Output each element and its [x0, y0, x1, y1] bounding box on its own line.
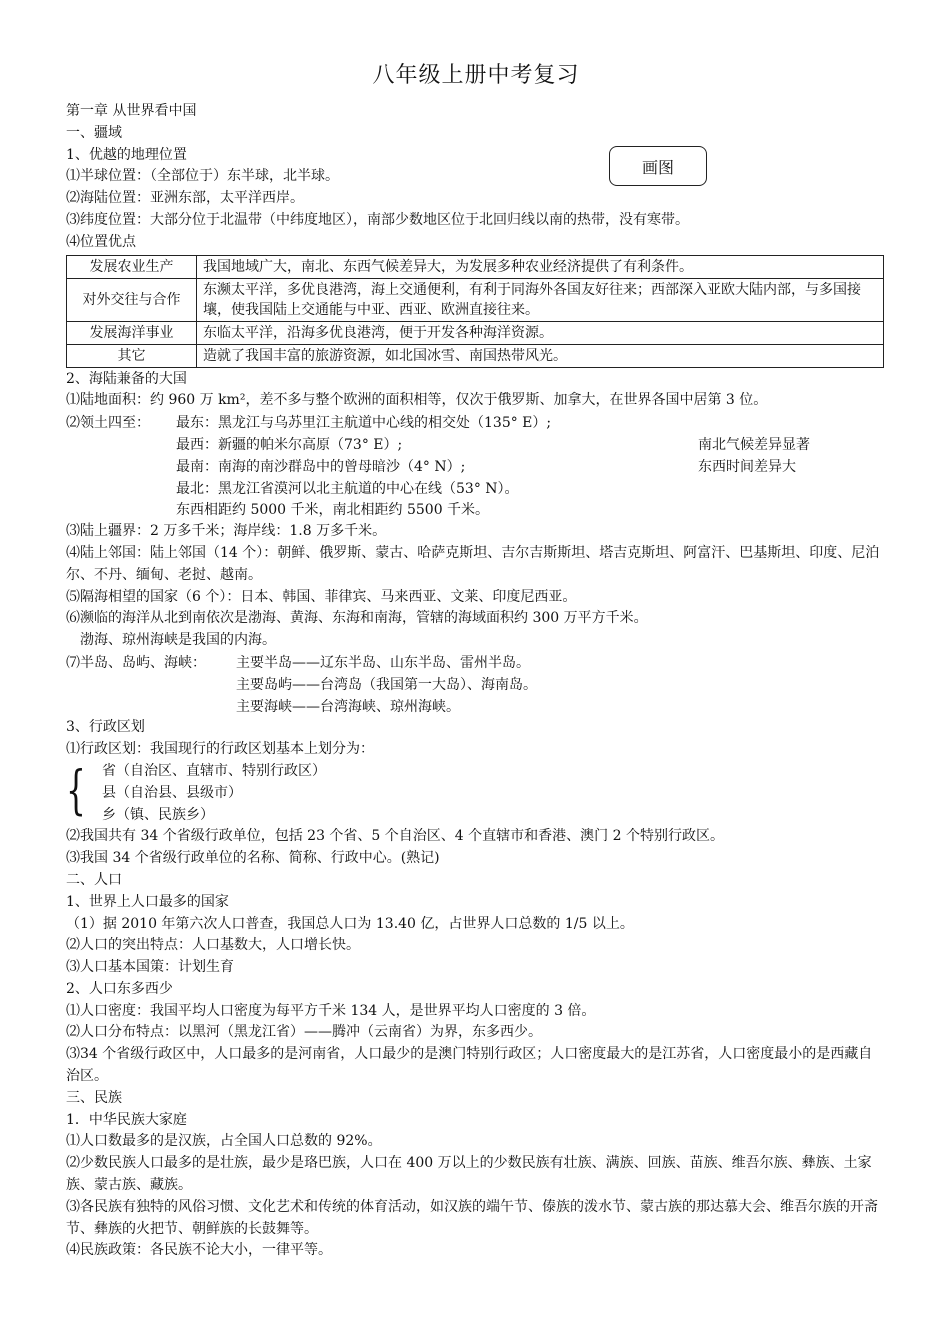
table-row [67, 321, 884, 344]
text-line: ⑴人口密度：我国平均人口密度为每平方千米 134 人，是世界平均人口密度的 3 倍。 [66, 1002, 596, 1019]
strait-main: 主要海峡——台湾海峡、琼州海峡。 [236, 698, 460, 715]
peninsula-row [66, 652, 886, 674]
subsection-heading: 3、行政区划 [66, 719, 145, 736]
extreme-distance: 东西相距约 5000 千米，南北相距约 5500 千米。 [176, 502, 490, 519]
table-cell-key: 发展海洋事业 [67, 321, 197, 344]
text-line: ⑵人口分布特点：以黑河（黑龙江省）——腾冲（云南省）为界，东多西少。 [66, 1024, 542, 1041]
table-cell-value: 造就了我国丰富的旅游资源，如北国冰雪、南国热带风光。 [197, 344, 884, 367]
peninsula-main: 主要半岛——辽东半岛、山东半岛、雷州半岛。 [236, 654, 530, 671]
text-line: ⑴人口数最多的是汉族，占全国人口总数的 92%。 [66, 1133, 382, 1150]
extreme-east: 最东：黑龙江与乌苏里江主航道中心线的相交处（135° E）; [176, 415, 552, 432]
table-row [67, 344, 884, 367]
draw-figure-label: 画图 [641, 157, 674, 177]
table-cell-key: 发展农业生产 [67, 255, 197, 278]
section-heading: 一、疆域 [66, 124, 122, 141]
text-line: ⑷民族政策：各民族不论大小，一律平等。 [66, 1242, 332, 1259]
island-main: 主要岛屿——台湾岛（我国第一大岛）、海南岛。 [236, 676, 537, 693]
admin-level: 县（自治县、县级市） [102, 784, 242, 801]
festival-paragraph: ⑶各民族有独特的风俗习惯、文化艺术和传统的体育活动，如汉族的端午节、傣族的泼水节、蒙古族的那达慕大会、维吾尔族的开斋节、彝族的火把节、朝鲜族的长鼓舞等。 [66, 1198, 878, 1237]
text-line: （1）据 2010 年第六次人口普查，我国总人口为 13.40 亿，占世界人口总数的 1/5 以上。 [66, 915, 634, 932]
subsection-heading: 1．中华民族大家庭 [66, 1111, 187, 1128]
document-page [66, 58, 886, 1262]
extremes-row [66, 434, 886, 456]
text-line: ⑴行政区划：我国现行的行政区划基本上划分为： [66, 741, 374, 758]
extremes-row [66, 456, 886, 478]
peninsula-row [66, 674, 886, 696]
inner-sea-line: 渤海、琼州海峡是我国的内海。 [80, 632, 276, 649]
peninsula-label: ⑺半岛、岛屿、海峡： [66, 654, 206, 671]
admin-level: 乡（镇、民族乡） [102, 806, 214, 823]
neighbors-paragraph: ⑷陆上邻国：陆上邻国（14 个）：朝鲜、俄罗斯、蒙古、哈萨克斯坦、吉尔吉斯斯坦、塔吉克斯坦、阿富汗、巴基斯坦、印度、尼泊尔、不丹、缅甸、老挝、越南。 [66, 544, 880, 583]
table-cell-key: 对外交往与合作 [67, 278, 197, 321]
text-line: ⑴半球位置：（全部位于）东半球，北半球。 [66, 168, 339, 185]
note-time: 东西时间差异大 [698, 458, 796, 475]
admin-level: 省（自治区、直辖市、特别行政区） [102, 762, 326, 779]
text-line: ⑵人口的突出特点：人口基数大，人口增长快。 [66, 937, 360, 954]
table-cell-key: 其它 [67, 344, 197, 367]
extremes-label: ⑵领土四至： [66, 415, 150, 432]
section-heading: 二、人口 [66, 871, 122, 888]
minority-paragraph: ⑵少数民族人口最多的是壮族，最少是珞巴族，人口在 400 万以上的少数民族有壮族、满族、回族、苗族、维吾尔族、彝族、土家族、蒙古族、藏族。 [66, 1155, 872, 1194]
subsection-heading: 1、优越的地理位置 [66, 146, 187, 163]
section-heading: 三、民族 [66, 1089, 122, 1106]
extreme-west: 最西：新疆的帕米尔高原（73° E）; [176, 436, 403, 453]
extremes-row [66, 499, 886, 521]
subsection-heading: 2、海陆兼备的大国 [66, 370, 187, 387]
location-advantages-table [66, 255, 884, 368]
text-line: ⑵海陆位置：亚洲东部，太平洋西岸。 [66, 190, 304, 207]
text-line: ⑸隔海相望的国家（6 个）：日本、韩国、菲律宾、马来西亚、文莱、印度尼西亚。 [66, 588, 577, 605]
page-title: 八年级上册中考复习 [372, 63, 580, 88]
density-paragraph: ⑶34 个省级行政区中，人口最多的是河南省，人口最少的是澳门特别行政区；人口密度最大的是江苏省，人口密度最小的是西藏自治区。 [66, 1046, 873, 1085]
subsection-heading: 2、人口东多西少 [66, 980, 173, 997]
note-climate: 南北气候差异显著 [698, 436, 810, 453]
admin-levels [66, 761, 886, 826]
brace-icon: { [66, 760, 86, 821]
extremes-row [66, 478, 886, 500]
text-line: ⑶纬度位置：大部分位于北温带（中纬度地区），南部少数地区位于北回归线以南的热带，没有寒带。 [66, 211, 689, 228]
extremes-row [66, 412, 886, 434]
table-cell-value: 我国地域广大，南北、东西气候差异大，为发展多种农业经济提供了有利条件。 [197, 255, 884, 278]
text-line: ⑶人口基本国策：计划生育 [66, 959, 234, 976]
subsection-heading: 1、世界上人口最多的国家 [66, 893, 229, 910]
peninsula-row [66, 696, 886, 718]
extreme-north: 最北：黑龙江省漠河以北主航道的中心在线（53° N）。 [176, 480, 519, 497]
text-line: ⑷位置优点 [66, 233, 136, 250]
table-cell-value: 东濒太平洋，多优良港湾，海上交通便利，有利于同海外各国友好往来；西部深入亚欧大陆内部，与多国接壤，使我国陆上交通能与中亚、西亚、欧洲直接往来。 [197, 278, 884, 321]
chapter-heading: 第一章 从世界看中国 [66, 103, 197, 119]
text-line: ⑴陆地面积：约 960 万 km²，差不多与整个欧洲的面积相等，仅次于俄罗斯、加拿大，在世界各国中居第 3 位。 [66, 392, 768, 409]
text-line: ⑶我国 34 个省级行政单位的名称、简称、行政中心。(熟记) [66, 850, 440, 867]
table-row [67, 255, 884, 278]
extreme-south: 最南：南海的南沙群岛中的曾母暗沙（4° N）; [176, 458, 466, 475]
text-line: ⑵我国共有 34 个省级行政单位，包括 23 个省、5 个自治区、4 个直辖市和香港、澳门 2 个特别行政区。 [66, 828, 724, 845]
table-row [67, 278, 884, 321]
text-line: ⑶陆上疆界：2 万多千米；海岸线：1.8 万多千米。 [66, 523, 387, 540]
text-line: ⑹濒临的海洋从北到南依次是渤海、黄海、东海和南海，管辖的海域面积约 300 万平方千米。 [66, 610, 648, 627]
table-cell-value: 东临太平洋，沿海多优良港湾，便于开发各种海洋资源。 [197, 321, 884, 344]
